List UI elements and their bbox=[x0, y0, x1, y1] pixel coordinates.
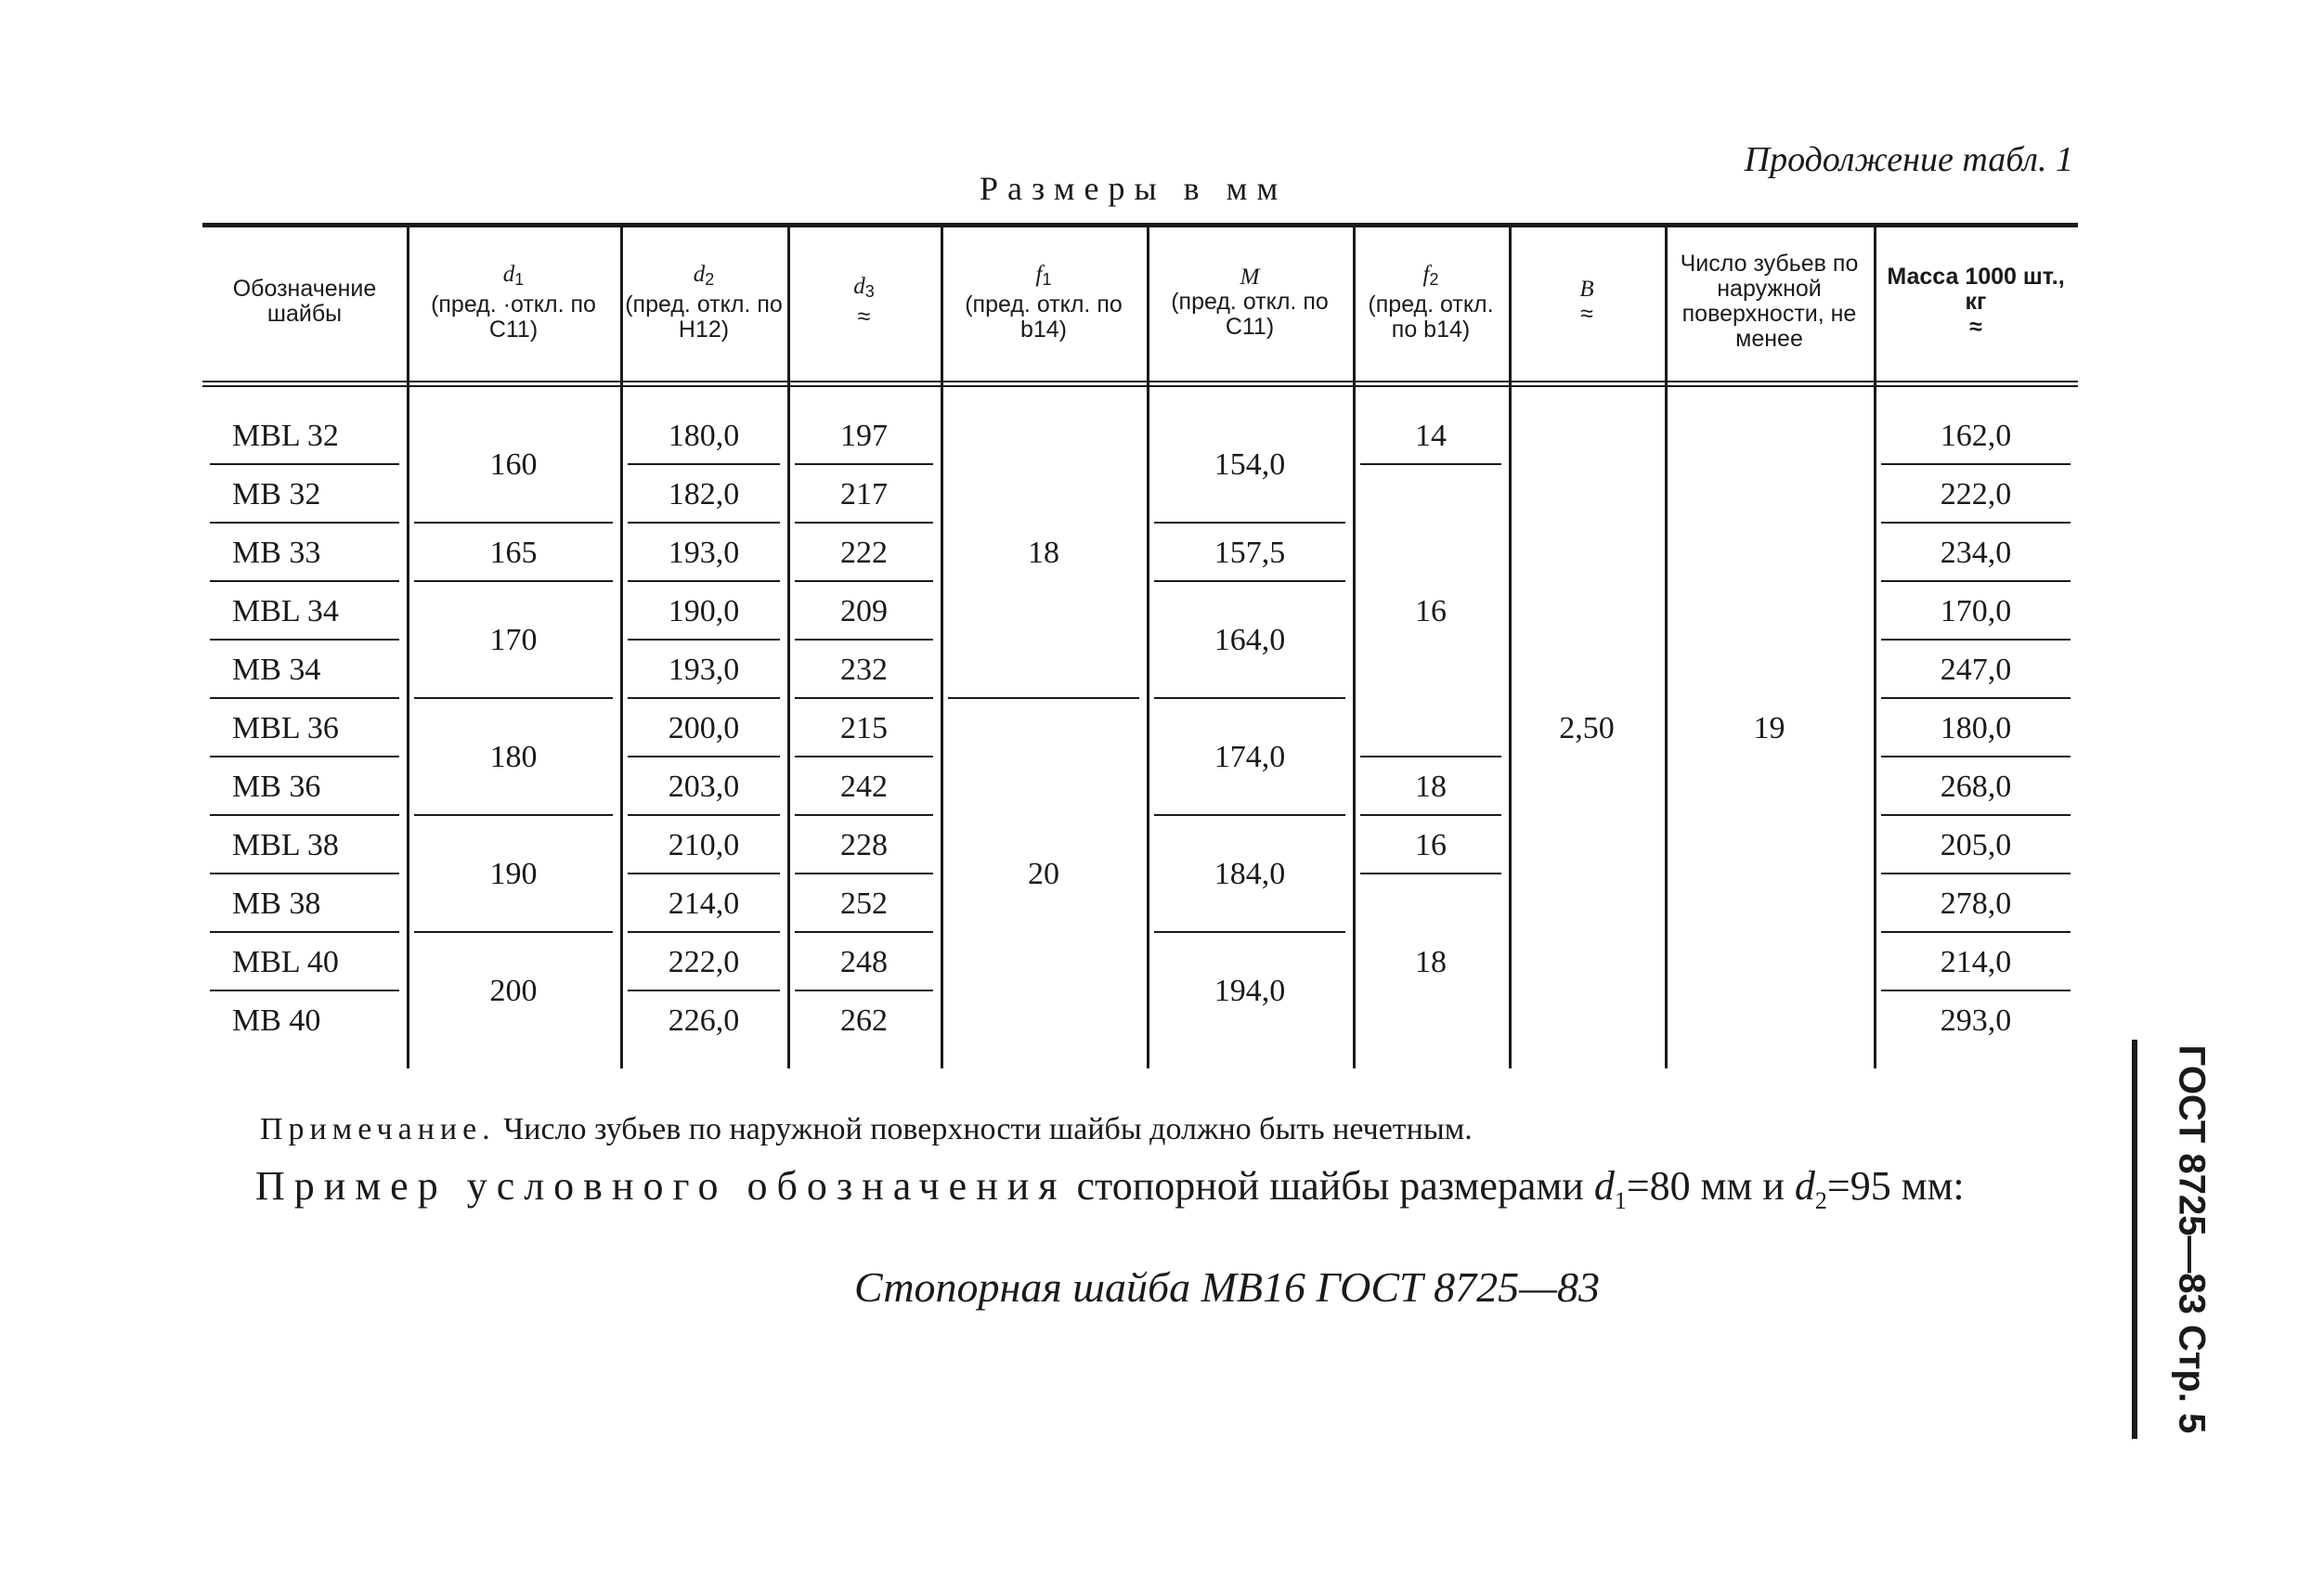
cell-d2: 222,0 bbox=[668, 944, 740, 979]
cell-mass: 293,0 bbox=[1940, 1003, 2012, 1038]
designation-example: Стопорная шайба MB16 ГОСТ 8725—83 bbox=[854, 1263, 1600, 1311]
example-paragraph: Пример условного обозначения стопорной шайбы размерами $d_1=80$ мм и $d_2=95$ мм: bbox=[255, 1163, 1965, 1214]
cell-designation: MB 32 bbox=[232, 476, 321, 511]
cell-d2: 200,0 bbox=[668, 710, 740, 745]
cell-d1: 180 bbox=[489, 740, 538, 774]
continuation-label: Продолжение табл. 1 bbox=[1744, 140, 2073, 179]
note-text: Число зубьев по наружной поверхности шайбы должно быть нечетным. bbox=[503, 1112, 1473, 1146]
cell-mass: 180,0 bbox=[1940, 710, 2012, 745]
cell-M: 154,0 bbox=[1214, 447, 1286, 482]
cell-mass: 222,0 bbox=[1940, 476, 2012, 511]
cell-d2: 182,0 bbox=[668, 476, 740, 511]
cell-d1: 200 bbox=[489, 974, 538, 1008]
cell-d3: 222 bbox=[840, 535, 888, 570]
cell-d3: 248 bbox=[840, 944, 888, 979]
cell-f1: 18 bbox=[1028, 535, 1059, 570]
cell-d3: 232 bbox=[840, 652, 888, 687]
cell-d2: 203,0 bbox=[668, 769, 740, 804]
cell-d2: 193,0 bbox=[668, 535, 740, 570]
cell-f2: 16 bbox=[1415, 827, 1447, 862]
cell-d2: 180,0 bbox=[668, 418, 740, 453]
header-M: M (пред. откл. по C11) bbox=[1171, 264, 1329, 340]
cell-designation: MBL 32 bbox=[232, 418, 339, 453]
cell-d3: 228 bbox=[840, 827, 888, 862]
cell-mass: 214,0 bbox=[1940, 944, 2012, 979]
cell-d2: 210,0 bbox=[668, 827, 740, 862]
cell-designation: MB 34 bbox=[232, 652, 321, 687]
side-page-label: ГОСТ 8725—83 Стр. 5 bbox=[2171, 1044, 2213, 1434]
header-f2: $f_2$ (пред. откл. по b14) bbox=[1368, 261, 1494, 343]
cell-mass: 268,0 bbox=[1940, 769, 2012, 804]
cell-M: 164,0 bbox=[1214, 623, 1286, 657]
cell-M: 174,0 bbox=[1214, 740, 1286, 774]
cell-f1: 20 bbox=[1028, 857, 1059, 891]
note bbox=[260, 1112, 1473, 1147]
cell-d1: 160 bbox=[489, 447, 538, 482]
header-d3: $d_3$ ≈ bbox=[853, 274, 875, 330]
cell-designation: MBL 40 bbox=[232, 944, 339, 979]
cell-B: 2,50 bbox=[1559, 710, 1615, 745]
header-f1: $f_1$ (пред. откл. по b14) bbox=[965, 261, 1123, 343]
cell-designation: MB 38 bbox=[232, 886, 321, 921]
cell-d1: 165 bbox=[489, 535, 538, 570]
cell-mass: 278,0 bbox=[1940, 886, 2012, 921]
cell-d3: 209 bbox=[840, 593, 888, 628]
cell-d3: 252 bbox=[840, 886, 888, 921]
header-mass: Масса 1000 шт., кг ≈ bbox=[1887, 263, 2065, 340]
cell-teeth: 19 bbox=[1753, 710, 1785, 745]
header-d2: $d_2$ (пред. откл. по H12) bbox=[625, 261, 783, 343]
cell-mass: 247,0 bbox=[1940, 652, 2012, 687]
cell-designation: MBL 38 bbox=[232, 827, 339, 862]
cell-f2: 18 bbox=[1415, 769, 1447, 804]
cell-mass: 205,0 bbox=[1940, 827, 2012, 862]
cell-designation: MB 33 bbox=[232, 535, 321, 570]
note-label: Примечание. bbox=[260, 1112, 496, 1146]
cell-d3: 217 bbox=[840, 476, 888, 511]
example-text: стопорной шайбы размерами bbox=[1076, 1163, 1584, 1209]
cell-d2: 190,0 bbox=[668, 593, 740, 628]
cell-f2: 14 bbox=[1415, 418, 1447, 453]
units-caption: Размеры в мм bbox=[980, 170, 1288, 207]
cell-mass: 234,0 bbox=[1940, 535, 2012, 570]
cell-d1: 170 bbox=[489, 623, 538, 657]
cell-M: 184,0 bbox=[1214, 857, 1286, 891]
cell-f2: 16 bbox=[1415, 593, 1447, 628]
dimensions-table bbox=[202, 223, 2078, 1084]
cell-designation: MBL 34 bbox=[232, 593, 339, 628]
cell-designation: MB 40 bbox=[232, 1003, 321, 1038]
cell-d3: 215 bbox=[840, 710, 888, 745]
cell-M: 194,0 bbox=[1214, 974, 1286, 1008]
cell-M: 157,5 bbox=[1214, 535, 1286, 570]
cell-designation: MBL 36 bbox=[232, 710, 339, 745]
cell-f2: 18 bbox=[1415, 944, 1447, 979]
cell-d3: 197 bbox=[840, 418, 888, 453]
cell-d2: 214,0 bbox=[668, 886, 740, 921]
cell-mass: 162,0 bbox=[1940, 418, 2012, 453]
cell-d3: 242 bbox=[840, 769, 888, 804]
cell-d1: 190 bbox=[489, 857, 538, 891]
cell-d2: 226,0 bbox=[668, 1003, 740, 1038]
header-teeth: Число зубьев по наружной поверхности, не менее bbox=[1680, 251, 1859, 352]
cell-mass: 170,0 bbox=[1940, 593, 2012, 628]
header-d1: $d_1$ (пред. ·откл. по C11) bbox=[431, 261, 596, 343]
cell-d2: 193,0 bbox=[668, 652, 740, 687]
header-designation: Обозначение шайбы bbox=[232, 276, 377, 327]
cell-designation: MB 36 bbox=[232, 769, 321, 804]
cell-d3: 262 bbox=[840, 1003, 888, 1038]
header-B: B ≈ bbox=[1579, 277, 1594, 327]
side-rule bbox=[2132, 1040, 2137, 1439]
example-label: Пример условного обозначения bbox=[255, 1163, 1067, 1209]
